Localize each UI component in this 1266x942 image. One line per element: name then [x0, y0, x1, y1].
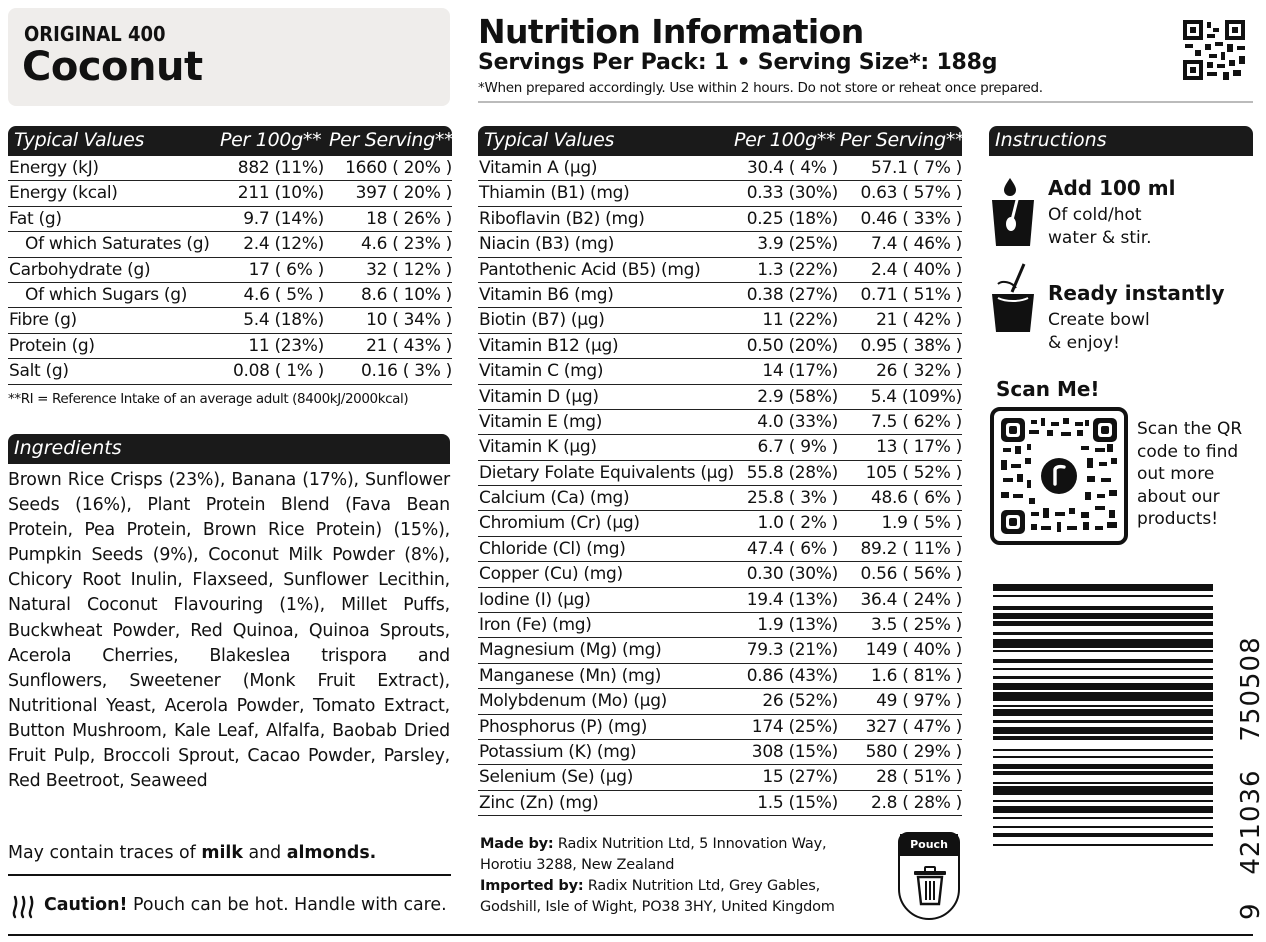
nutrient-name: Vitamin E (mg) [479, 411, 603, 432]
scan-line-5: products! [1137, 509, 1219, 529]
barcode-bar [993, 833, 1213, 837]
per-serving-value: 1660 ( 20% ) [345, 158, 452, 178]
per-serving-value: 3.5 ( 25% ) [871, 615, 962, 636]
per-100g-value: 1.9 (13%) [757, 615, 838, 636]
barcode-bar [993, 595, 1213, 597]
typical-row [8, 308, 452, 333]
step2-title: Ready instantly [1048, 281, 1225, 305]
per-serving-value: 26 ( 32% ) [876, 361, 962, 382]
nutrient-name: Thiamin (B1) (mg) [479, 183, 630, 204]
vitamin-row [478, 588, 962, 613]
per-100g-value: 15 (27%) [762, 767, 838, 788]
scan-line-3: out more [1137, 464, 1215, 484]
nutrient-name: Carbohydrate (g) [9, 259, 151, 280]
vitamin-row [478, 664, 962, 689]
product-range: ORIGINAL 400 [24, 22, 166, 46]
bottom-rule [8, 934, 1253, 936]
per-100g-value: 26 (52%) [762, 691, 838, 712]
nutrient-name: Biotin (B7) (µg) [479, 310, 605, 331]
per-serving-value: 32 ( 12% ) [366, 259, 452, 280]
barcode-bar [993, 621, 1213, 625]
header-per-100g: Per 100g** [220, 129, 322, 151]
per-100g-value: 11 (22%) [762, 310, 838, 331]
per-serving-value: 10 ( 34% ) [366, 310, 452, 331]
nutrient-name: Vitamin C (mg) [479, 361, 604, 382]
heat-waves-icon [10, 893, 36, 919]
vitamin-row [478, 765, 962, 790]
nutrient-name: Vitamin K (µg) [479, 437, 597, 458]
nutrient-name: Fibre (g) [9, 310, 77, 331]
vitamin-row [478, 486, 962, 511]
per-100g-value: 4.0 (33%) [757, 411, 838, 432]
per-serving-value: 49 ( 97% ) [876, 691, 962, 712]
imported-by-label: Imported by: [480, 878, 584, 894]
per-100g-value: 0.25 (18%) [746, 208, 838, 229]
header-divider [478, 101, 1253, 103]
per-100g-value: 1.0 ( 2% ) [757, 513, 838, 534]
barcode-bar [993, 683, 1213, 690]
typical-values-table [8, 126, 452, 385]
product-flavour: Coconut [22, 44, 203, 90]
per-serving-value: 397 ( 20% ) [355, 183, 452, 204]
made-by-address-2: Horotiu 3288, New Zealand [480, 857, 675, 873]
barcode-bar [993, 771, 1213, 775]
preparation-note: *When prepared accordingly. Use within 2 hours. Do not store or reheat once prepared. [478, 80, 1043, 96]
per-100g-value: 14 (17%) [762, 361, 838, 382]
allergen-prefix: May contain traces of [8, 843, 202, 863]
scan-line-1: Scan the QR [1137, 419, 1243, 439]
per-serving-value: 1.6 ( 81% ) [871, 665, 962, 686]
per-serving-value: 28 ( 51% ) [876, 767, 962, 788]
ri-footnote: **RI = Reference Intake of an average adult (8400kJ/2000kcal) [8, 391, 409, 407]
typical-row [8, 181, 452, 206]
nutrition-title: Nutrition Information [478, 12, 864, 51]
per-serving-value: 7.4 ( 46% ) [871, 234, 962, 255]
allergen-milk: milk [201, 843, 243, 863]
barcode-bar [993, 844, 1213, 846]
vitamin-row [478, 359, 962, 384]
barcode-bar [993, 606, 1213, 610]
vitamins-minerals-table [478, 126, 965, 816]
per-100g-value: 6.7 ( 9% ) [757, 437, 838, 458]
cup-pour-water-icon [990, 176, 1036, 248]
vitamin-row [478, 156, 962, 181]
typical-row [8, 283, 452, 308]
barcode-bar [993, 764, 1213, 768]
ingredients-heading: Ingredients [8, 434, 450, 464]
per-100g-value: 0.08 ( 1% ) [233, 361, 324, 382]
per-100g-value: 9.7 (14%) [243, 208, 324, 229]
barcode-bar [993, 727, 1213, 734]
per-serving-value: 21 ( 43% ) [366, 335, 452, 356]
vitamin-row [478, 511, 962, 536]
vitamin-row [478, 283, 962, 308]
per-serving-value: 13 ( 17% ) [876, 437, 962, 458]
nutrient-name: Dietary Folate Equivalents (µg) [479, 462, 735, 483]
ingredients-section [8, 434, 450, 794]
scan-line-2: code to find [1137, 441, 1239, 462]
nutrient-name: Niacin (B3) (mg) [479, 234, 615, 255]
pouch-label: Pouch [900, 834, 958, 856]
per-100g-value: 0.50 (20%) [746, 335, 838, 356]
vitamin-row [478, 207, 962, 232]
per-serving-value: 7.5 ( 62% ) [871, 411, 962, 432]
per-serving-value: 57.1 ( 7% ) [871, 158, 962, 178]
vit-header-typical-values: Typical Values [484, 129, 615, 151]
per-serving-value: 0.46 ( 33% ) [860, 208, 962, 229]
per-100g-value: 1.3 (22%) [757, 259, 838, 280]
imported-by-address-1: Radix Nutrition Ltd, Grey Gables, [583, 878, 821, 894]
nutrient-name: Calcium (Ca) (mg) [479, 488, 630, 509]
per-serving-value: 5.4 (109%) [870, 386, 962, 407]
header-typical-values: Typical Values [14, 129, 145, 151]
nutrient-name: Iodine (I) (µg) [479, 589, 591, 610]
vitamin-row [478, 791, 962, 816]
ingredients-text: Brown Rice Crisps (23%), Banana (17%), Sunflower Seeds (16%), Plant Protein Blend (Fava Bean Protein, Pea Protein, Brown Rice Protein) (15%), Pumpkin Seeds (9%), Coconut Milk Powder (8%), Chicory Root Inulin, Flaxseed, Sunflower Lecithin, Natural Coconut Flavouring (1%), Millet Puffs, Buckwheat Powder, Red Quinoa, Quinoa Sprouts, Acerola Cherries, Blakeslea trispora and Sunflowers, Sweetener (Monk Fruit Extract), Nutritional Yeast, Acerola Powder, Tomato Extract, Button Mushroom, Kale Leaf, Alfalfa, Baobab Dried Fruit Pulp, Broccoli Sprout, Cacao Powder, Parsley, Red Beetroot, Seaweed [8, 470, 450, 792]
nutrient-name: Vitamin D (µg) [479, 386, 599, 407]
per-100g-value: 11 (23%) [248, 335, 324, 356]
barcode-bar [993, 782, 1213, 784]
vitamin-row [478, 258, 962, 283]
qr-code-small-icon [1183, 20, 1245, 80]
barcode-bar [993, 736, 1213, 740]
barcode [993, 584, 1213, 922]
vitamin-row [478, 308, 962, 333]
nutrient-name: Manganese (Mn) (mg) [479, 665, 662, 686]
per-serving-value: 580 ( 29% ) [865, 741, 962, 762]
qr-code-frame[interactable] [990, 407, 1128, 545]
per-100g-value: 0.30 (30%) [746, 564, 838, 585]
per-100g-value: 25.8 ( 3% ) [747, 488, 838, 509]
vitamin-row [478, 410, 962, 435]
per-serving-value: 0.95 ( 38% ) [860, 335, 962, 356]
nutrient-name: Vitamin B6 (mg) [479, 284, 614, 305]
vit-header-per-100g: Per 100g** [734, 129, 836, 151]
vitamin-row [478, 537, 962, 562]
per-serving-value: 21 ( 42% ) [876, 310, 962, 331]
vitamin-row [478, 181, 962, 206]
per-serving-value: 4.6 ( 23% ) [361, 234, 452, 255]
per-100g-value: 79.3 (21%) [746, 640, 838, 661]
header-per-serving: Per Serving** [329, 129, 454, 151]
typical-row [8, 232, 452, 257]
vitamin-row [478, 689, 962, 714]
typical-table-header [8, 126, 452, 156]
barcode-bar [993, 756, 1213, 758]
nutrient-name: Iron (Fe) (mg) [479, 615, 592, 636]
step1-line1: Of cold/hot [1048, 205, 1142, 225]
nutrient-name: Energy (kJ) [9, 158, 99, 178]
nutrient-name: Of which Saturates (g) [25, 234, 210, 255]
caution-statement [44, 895, 447, 915]
nutrient-name: Copper (Cu) (mg) [479, 564, 623, 585]
per-100g-value: 0.38 (27%) [746, 284, 838, 305]
nutrient-name: Fat (g) [9, 208, 62, 229]
barcode-bar [993, 632, 1213, 634]
barcode-bar [993, 584, 1213, 591]
per-serving-value: 327 ( 47% ) [865, 716, 962, 737]
per-100g-value: 30.4 ( 4% ) [747, 158, 838, 178]
barcode-bar [993, 668, 1213, 670]
nutrient-name: Magnesium (Mg) (mg) [479, 640, 662, 661]
typical-row [8, 334, 452, 359]
barcode-bar [993, 705, 1213, 707]
typical-row [8, 258, 452, 283]
per-100g-value: 0.33 (30%) [746, 183, 838, 204]
barcode-digits: 9 421036 750508 [1236, 636, 1266, 920]
per-serving-value: 8.6 ( 10% ) [361, 284, 452, 305]
cup-spoon-icon [990, 262, 1036, 334]
vitamin-row [478, 334, 962, 359]
step1-line2: water & stir. [1048, 228, 1152, 248]
per-100g-value: 5.4 (18%) [243, 310, 324, 331]
vit-header-per-serving: Per Serving** [840, 129, 965, 151]
nutrient-name: Energy (kcal) [9, 183, 118, 204]
barcode-bar [993, 709, 1213, 716]
per-serving-value: 36.4 ( 24% ) [860, 589, 962, 610]
nutrient-name: Phosphorus (P) (mg) [479, 716, 648, 737]
allergen-almonds: almonds. [286, 843, 377, 863]
nutrient-name: Chloride (Cl) (mg) [479, 538, 626, 559]
per-100g-value: 3.9 (25%) [757, 234, 838, 255]
per-serving-value: 48.6 ( 6% ) [871, 488, 962, 509]
barcode-bar [993, 806, 1213, 813]
typical-row [8, 156, 452, 181]
imported-by-address-2: Godshill, Isle of Wight, PO38 3HY, United Kingdom [480, 899, 835, 915]
allergen-mid: and [242, 843, 287, 863]
nutrient-name: Selenium (Se) (µg) [479, 767, 634, 788]
per-100g-value: 0.86 (43%) [746, 665, 838, 686]
per-100g-value: 174 (25%) [751, 716, 838, 737]
per-serving-value: 0.16 ( 3% ) [361, 361, 452, 382]
per-100g-value: 2.4 (12%) [243, 234, 324, 255]
barcode-bar [993, 639, 1213, 648]
per-100g-value: 4.6 ( 5% ) [243, 284, 324, 305]
bin-icon [912, 866, 948, 906]
barcode-bar [993, 659, 1213, 663]
per-serving-value: 0.71 ( 51% ) [860, 284, 962, 305]
nutrient-name: Vitamin A (µg) [479, 158, 598, 178]
scan-description [1137, 418, 1242, 531]
qr-code-icon [1001, 418, 1117, 534]
per-100g-value: 882 (11%) [237, 158, 324, 178]
caution-text: Pouch can be hot. Handle with care. [127, 895, 447, 915]
step2-line1: Create bowl [1048, 310, 1150, 330]
barcode-bar [993, 800, 1213, 802]
vitamin-row [478, 232, 962, 257]
barcode-bar [993, 817, 1213, 819]
nutrient-name: Molybdenum (Mo) (µg) [479, 691, 668, 712]
per-100g-value: 211 (10%) [237, 183, 324, 204]
typical-row [8, 359, 452, 384]
per-serving-value: 89.2 ( 11% ) [860, 538, 962, 559]
per-serving-value: 0.63 ( 57% ) [860, 183, 962, 204]
nutrient-name: Vitamin B12 (µg) [479, 335, 619, 356]
per-100g-value: 55.8 (28%) [746, 462, 838, 483]
per-100g-value: 308 (15%) [751, 741, 838, 762]
vitamin-row [478, 715, 962, 740]
per-100g-value: 2.9 (58%) [757, 386, 838, 407]
barcode-bar [993, 749, 1213, 751]
vitamin-row [478, 562, 962, 587]
scan-me-title: Scan Me! [996, 377, 1100, 401]
instructions-heading: Instructions [989, 126, 1253, 156]
pouch-waste-badge [898, 832, 960, 920]
step1-title: Add 100 ml [1048, 176, 1176, 200]
typical-row [8, 207, 452, 232]
vitamin-table-header [478, 126, 965, 156]
per-serving-value: 2.8 ( 28% ) [871, 792, 962, 813]
barcode-bar [993, 692, 1213, 701]
manufacturer-info [480, 834, 835, 918]
barcode-bar [993, 720, 1213, 722]
per-serving-value: 105 ( 52% ) [865, 462, 962, 483]
nutrient-name: Potassium (K) (mg) [479, 741, 637, 762]
vitamin-row [478, 638, 962, 663]
barcode-bar [993, 650, 1213, 652]
made-by-address-1: Radix Nutrition Ltd, 5 Innovation Way, [553, 836, 827, 852]
caution-divider [8, 874, 451, 876]
nutrient-name: Pantothenic Acid (B5) (mg) [479, 259, 701, 280]
vitamin-row [478, 461, 962, 486]
per-serving-value: 1.9 ( 5% ) [881, 513, 962, 534]
per-serving-value: 18 ( 26% ) [366, 208, 452, 229]
per-100g-value: 1.5 (15%) [757, 792, 838, 813]
scan-line-4: about our [1137, 486, 1220, 507]
servings-info: Servings Per Pack: 1 • Serving Size*: 188g [478, 50, 998, 75]
vitamin-row [478, 613, 962, 638]
nutrient-name: Of which Sugars (g) [25, 284, 188, 305]
vitamin-row [478, 385, 962, 410]
nutrient-name: Riboflavin (B2) (mg) [479, 208, 645, 229]
step2-line2: & enjoy! [1048, 333, 1120, 353]
per-serving-value: 0.56 ( 56% ) [860, 564, 962, 585]
barcode-bar [993, 676, 1213, 678]
barcode-bar [993, 613, 1213, 620]
allergen-statement [8, 843, 376, 863]
nutrient-name: Zinc (Zn) (mg) [479, 792, 599, 813]
per-100g-value: 47.4 ( 6% ) [747, 538, 838, 559]
vitamin-row [478, 740, 962, 765]
nutrient-name: Protein (g) [9, 335, 95, 356]
nutrient-name: Chromium (Cr) (µg) [479, 513, 640, 534]
made-by-label: Made by: [480, 836, 554, 852]
per-serving-value: 149 ( 40% ) [865, 640, 962, 661]
vitamin-row [478, 435, 962, 460]
instructions-section [989, 126, 1253, 156]
per-serving-value: 2.4 ( 40% ) [871, 259, 962, 280]
per-100g-value: 17 ( 6% ) [248, 259, 324, 280]
caution-label: Caution! [44, 895, 128, 915]
barcode-bar [993, 826, 1213, 828]
barcode-bar [993, 786, 1213, 795]
per-100g-value: 19.4 (13%) [746, 589, 838, 610]
nutrient-name: Salt (g) [9, 361, 69, 382]
